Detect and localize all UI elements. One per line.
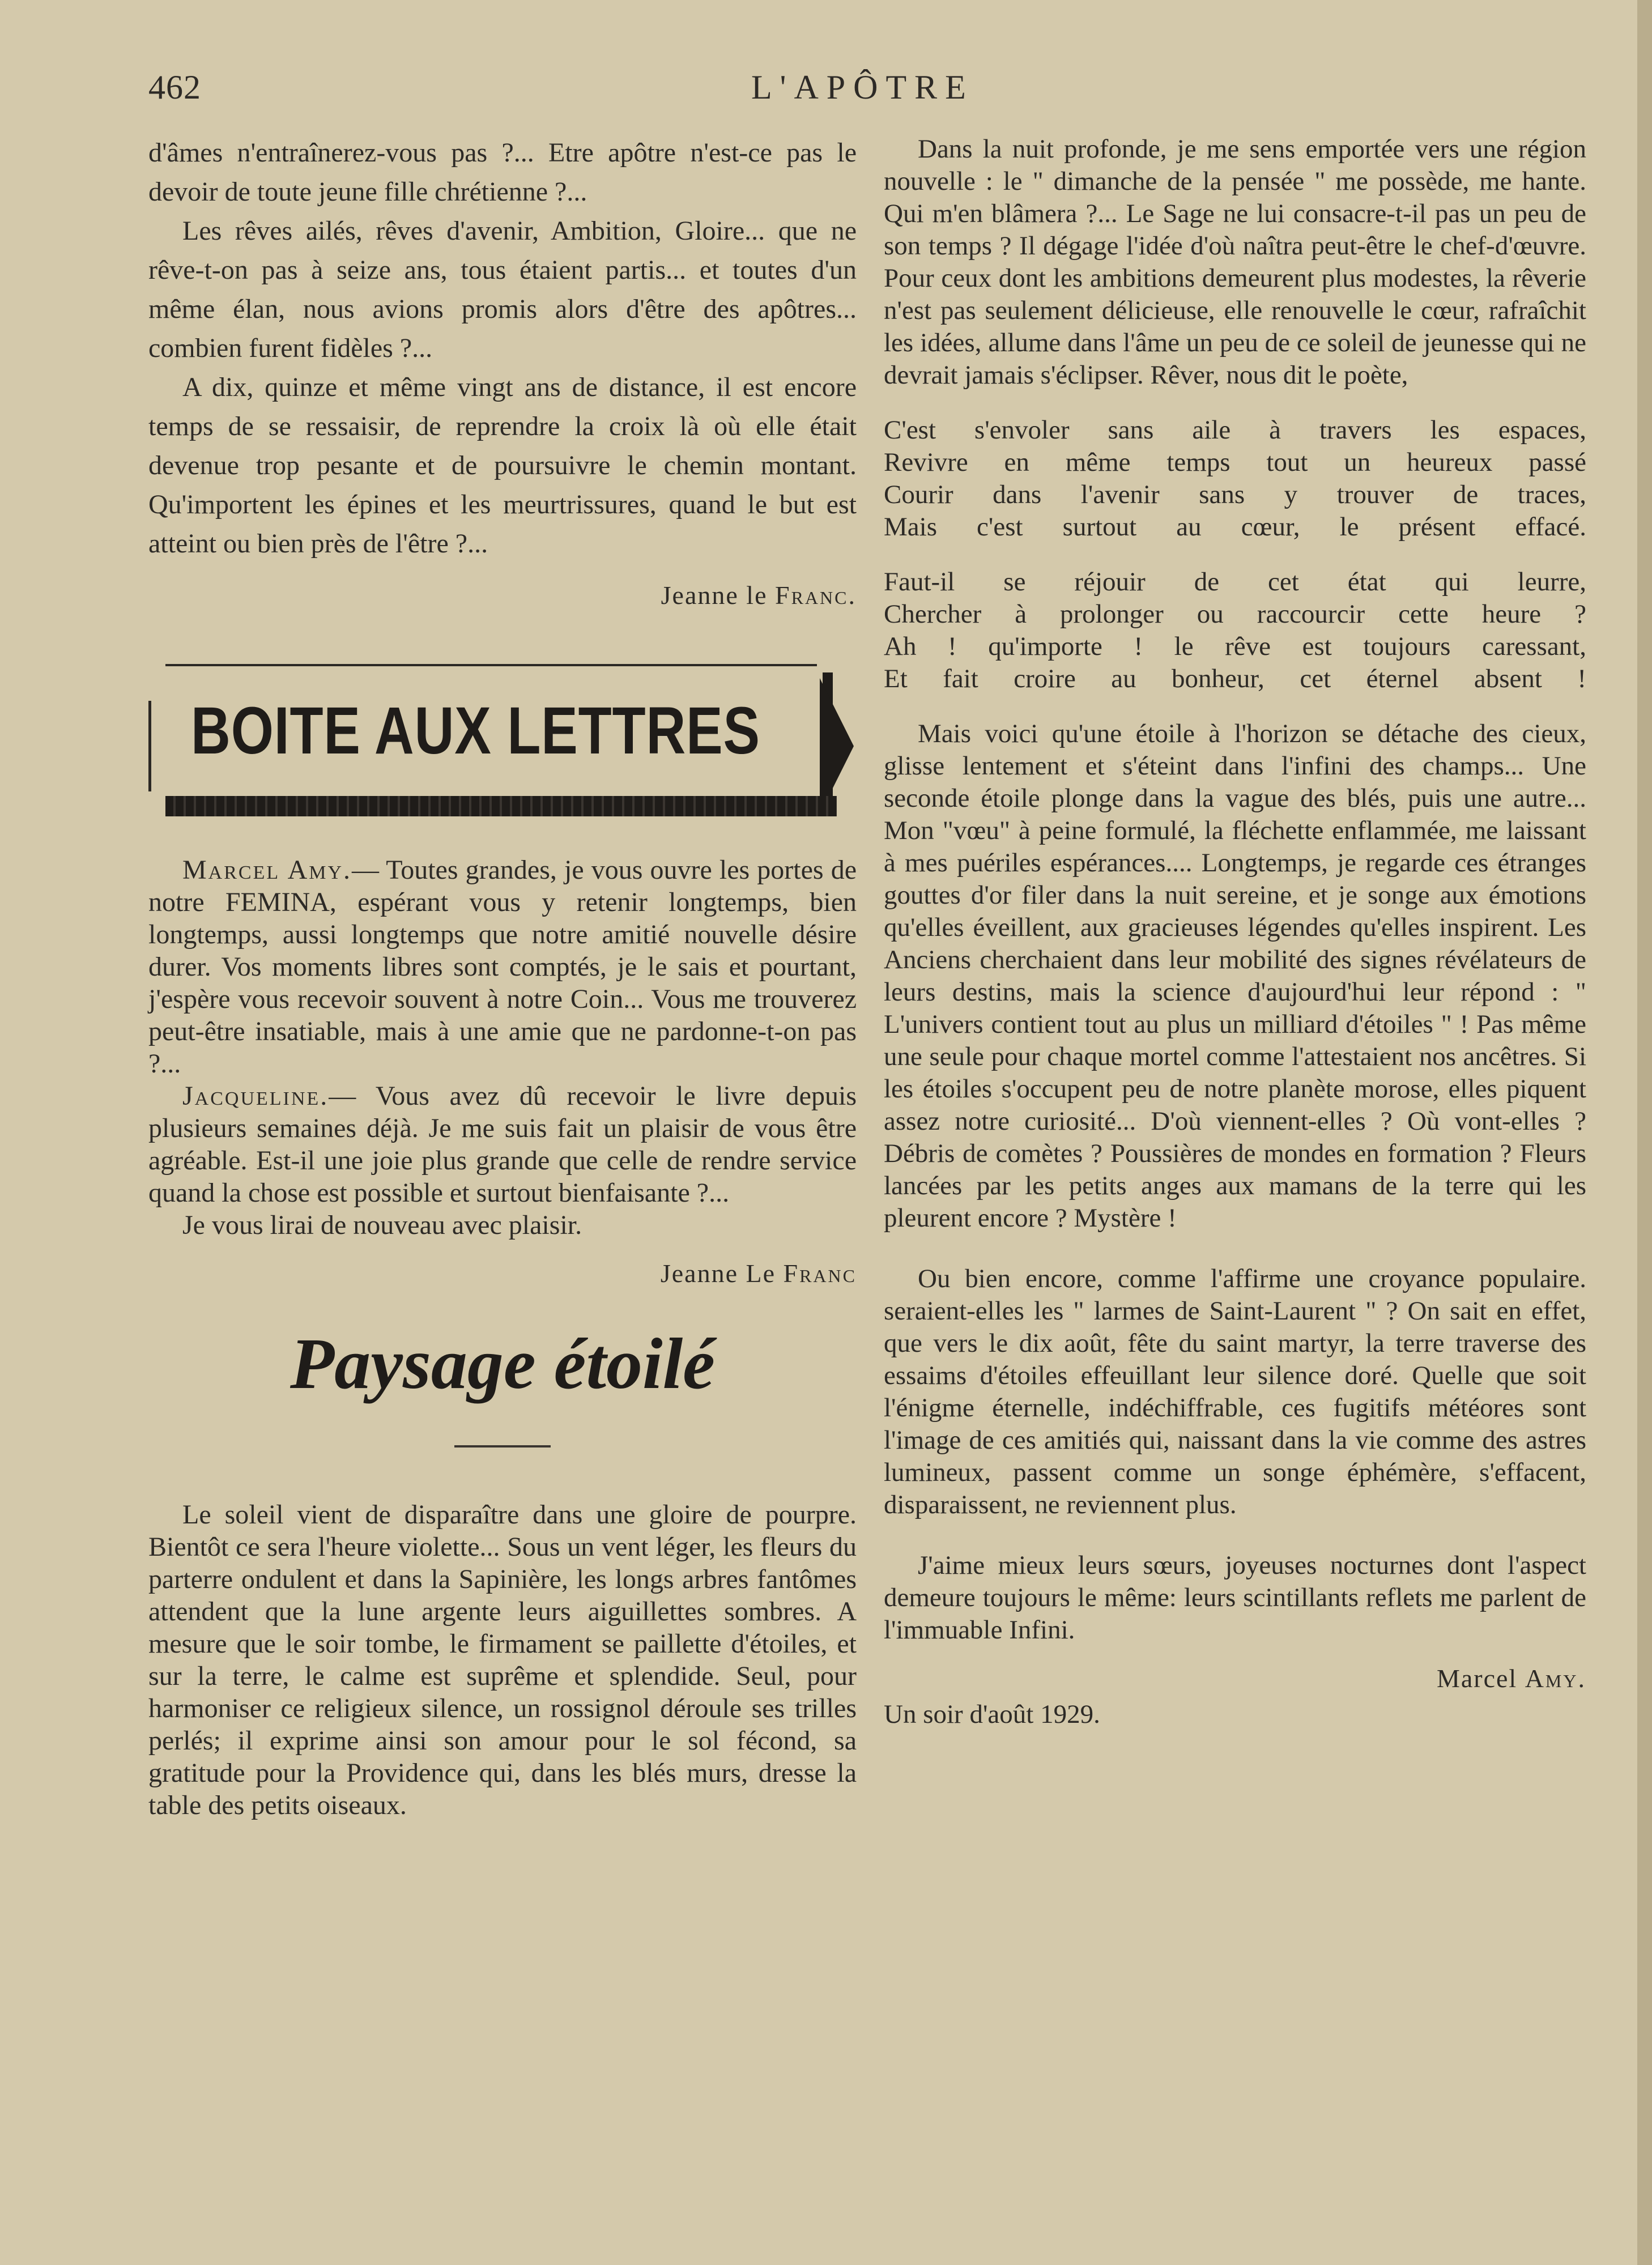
correspondent-name: Marcel Amy. (182, 855, 352, 885)
page-edge (1637, 0, 1652, 2265)
letters-section (148, 854, 857, 1241)
letter-reply (148, 854, 857, 1080)
banner-shadow (165, 796, 837, 816)
letter-close: Je vous lirai de nouveau avec plaisir. (182, 1210, 582, 1240)
signature-name: Marcel (1436, 1664, 1518, 1693)
letter-reply (148, 1080, 857, 1209)
paragraph: Mais voici qu'une étoile à l'horizon se détache des cieux, glisse lentement et s'éteint dans l'infini des champs... Une seconde étoile plonge dans la vague des blés, puis une autre... Mon "vœu" à peine formulé, la fléchette enflammée, me laissant à mes puériles espérances.... Longtemps, je regarde ces étranges gouttes d'or filer dans la nuit sereine, et je songe aux émotions qu'elles éveillent, aux gracieuses légendes qu'elles inspirent. Les Anciens cherchaient dans leur mobilité des signes révélateurs de leurs destins, mais la science d'aujourd'hui leur répond : " L'univers contient tout au plus un milliard d'étoiles " ! Pas même une seule pour chaque mortel comme l'attestaient nos ancêtres. Si les étoiles s'occupent peu de notre planète morose, elles piquent assez notre curiosité... D'où viennent-elles ? Où vont-elles ? Débris de comètes ? Poussières de mondes en formation ? Fleurs lancées par les petits anges aux mamans de la terre qui les pleurent encore ? Mystère ! (884, 719, 1586, 1233)
poem-stanza (884, 414, 1586, 543)
signature-surname: Franc (783, 1259, 857, 1288)
poem-line: C'est s'envoler sans aile à travers les espaces, (884, 415, 1586, 445)
right-column (884, 133, 1586, 1730)
poem-line: Et fait croire au bonheur, cet éternel absent ! (884, 664, 1586, 693)
journal-title: L'APÔTRE (751, 69, 974, 106)
signature-name: Jeanne Le (660, 1259, 776, 1288)
paragraph: Les rêves ailés, rêves d'avenir, Ambition, Gloire... que ne rêve-t-on pas à seize ans, tous étaient partis... et toutes d'un même élan, nous avions promis alors d'être des apôtres... combien furent fidèles ?... (148, 216, 857, 363)
letter-text: — Toutes grandes, je vous ouvre les portes de notre FEMINA, espérant vous y retenir longtemps, bien longtemps, aussi longtemps que notre amitié nouvelle désire durer. Vos moments libres sont comptés, je le sais et pourtant, j'espère vous recevoir souvent à notre Coin... Vous me trouverez peut-être insatiable, mais à une amie que ne pardonne-t-on pas ?... (148, 855, 857, 1079)
signature-jeanne-le-franc (148, 580, 857, 610)
paragraph: A dix, quinze et même vingt ans de distance, il est encore temps de se ressaisir, de reprendre la croix là où elle était devenue trop pesante et de poursuivre le chemin montant. Qu'importent les épines et les meurtrissures, quand le but est atteint ou bien près de l'être ?... (148, 372, 857, 559)
banner-rule (148, 701, 151, 791)
running-head (148, 68, 1565, 113)
signature-jeanne-le-franc (148, 1258, 857, 1288)
poem-stanza (884, 566, 1586, 695)
poem-line: Mais c'est surtout au cœur, le présent effacé. (884, 512, 1586, 542)
letter-text: — Vous avez dû recevoir le livre depuis plusieurs semaines déjà. Je me suis fait un plaisir de vous être agréable. Est-il une joie plus grande que celle de rendre service quand la chose est possible et surtout bienfaisante ?... (148, 1081, 857, 1208)
banner-arrow-head-icon (820, 678, 854, 814)
paragraph: d'âmes n'entraînerez-vous pas ?... Etre apôtre n'est-ce pas le devoir de toute jeune fille chrétienne ?... (148, 138, 857, 207)
poem-line: Revivre en même temps tout un heureux passé (884, 448, 1586, 477)
correspondent-name: Jacqueline. (182, 1081, 329, 1111)
poem-line: Faut-il se réjouir de cet état qui leurre, (884, 567, 1586, 597)
mailbox-heading: BOITE AUX LETTRES (191, 693, 760, 768)
left-column (148, 133, 857, 1821)
paragraph: Le soleil vient de disparaître dans une gloire de pourpre. Bientôt ce sera l'heure violette... Sous un vent léger, les fleurs du parterre ondulent et dans la Sapinière, les longs arbres fantômes attendent que la lune argente leurs aiguillettes sombres. A mesure que le soir tombe, le firmament se paillette d'étoiles, et sur la terre, le calme est suprême et splendide. Seul, pour harmoniser ce religieux silence, un rossignol déroule ses trilles perlés; il exprime ainsi son amour pour le sol fécond, sa gratitude pour la Providence qui, dans les blés murs, dresse la table des petits oiseaux. (148, 1500, 857, 1820)
signature-marcel-amy (884, 1663, 1586, 1693)
dateline: Un soir d'août 1929. (884, 1700, 1100, 1729)
poem-line: Ah ! qu'importe ! le rêve est toujours caressant, (884, 632, 1586, 661)
paragraph: Dans la nuit profonde, je me sens emportée vers une région nouvelle : le " dimanche de la pensée " me possède, me hante. Qui m'en blâmera ?... Le Sage ne lui consacre-t-il pas un peu de son temps ? Il dégage l'idée d'où naîtra peut-être le chef-d'œuvre. Pour ceux dont les ambitions demeurent plus modestes, la rêverie n'est pas seulement délicieuse, elle renouvelle le cœur, rafraîchit les idées, allume dans l'âme un peu de ce soleil de jeunesse qui ne devrait jamais s'éclipser. Rêver, nous dit le poète, (884, 134, 1586, 390)
poem-line: Chercher à prolonger ou raccourcir cette heure ? (884, 599, 1586, 629)
signature-surname: Amy. (1525, 1664, 1586, 1693)
paragraph: J'aime mieux leurs sœurs, joyeuses nocturnes dont l'aspect demeure toujours le même: leurs scintillants reflets me parlent de l'immuable Infini. (884, 1551, 1586, 1645)
paragraph: Ou bien encore, comme l'affirme une croyance populaire. seraient-elles les " larmes de Saint-Laurent " ? On sait en effet, que vers le dix août, fête du saint martyr, la terre traverse des essaims d'étoiles effeuillant leur silence doré. Quelle que soit l'énigme éternelle, indéchiffrable, ces fugitifs météores sont l'image de ces amitiés qui, naissant dans la vie comme des astres lumineux, passent comme un songe éphémère, s'effacent, disparaissent, ne reviennent plus. (884, 1264, 1586, 1519)
banner-rule (165, 664, 817, 666)
poem-line: Courir dans l'avenir sans y trouver de traces, (884, 480, 1586, 509)
article-title: Paysage étoilé (290, 1323, 715, 1404)
title-rule (454, 1445, 551, 1447)
mailbox-banner (148, 650, 851, 820)
signature-surname: Franc. (775, 581, 857, 610)
page-number: 462 (148, 69, 201, 106)
signature-name: Jeanne le (661, 581, 768, 610)
